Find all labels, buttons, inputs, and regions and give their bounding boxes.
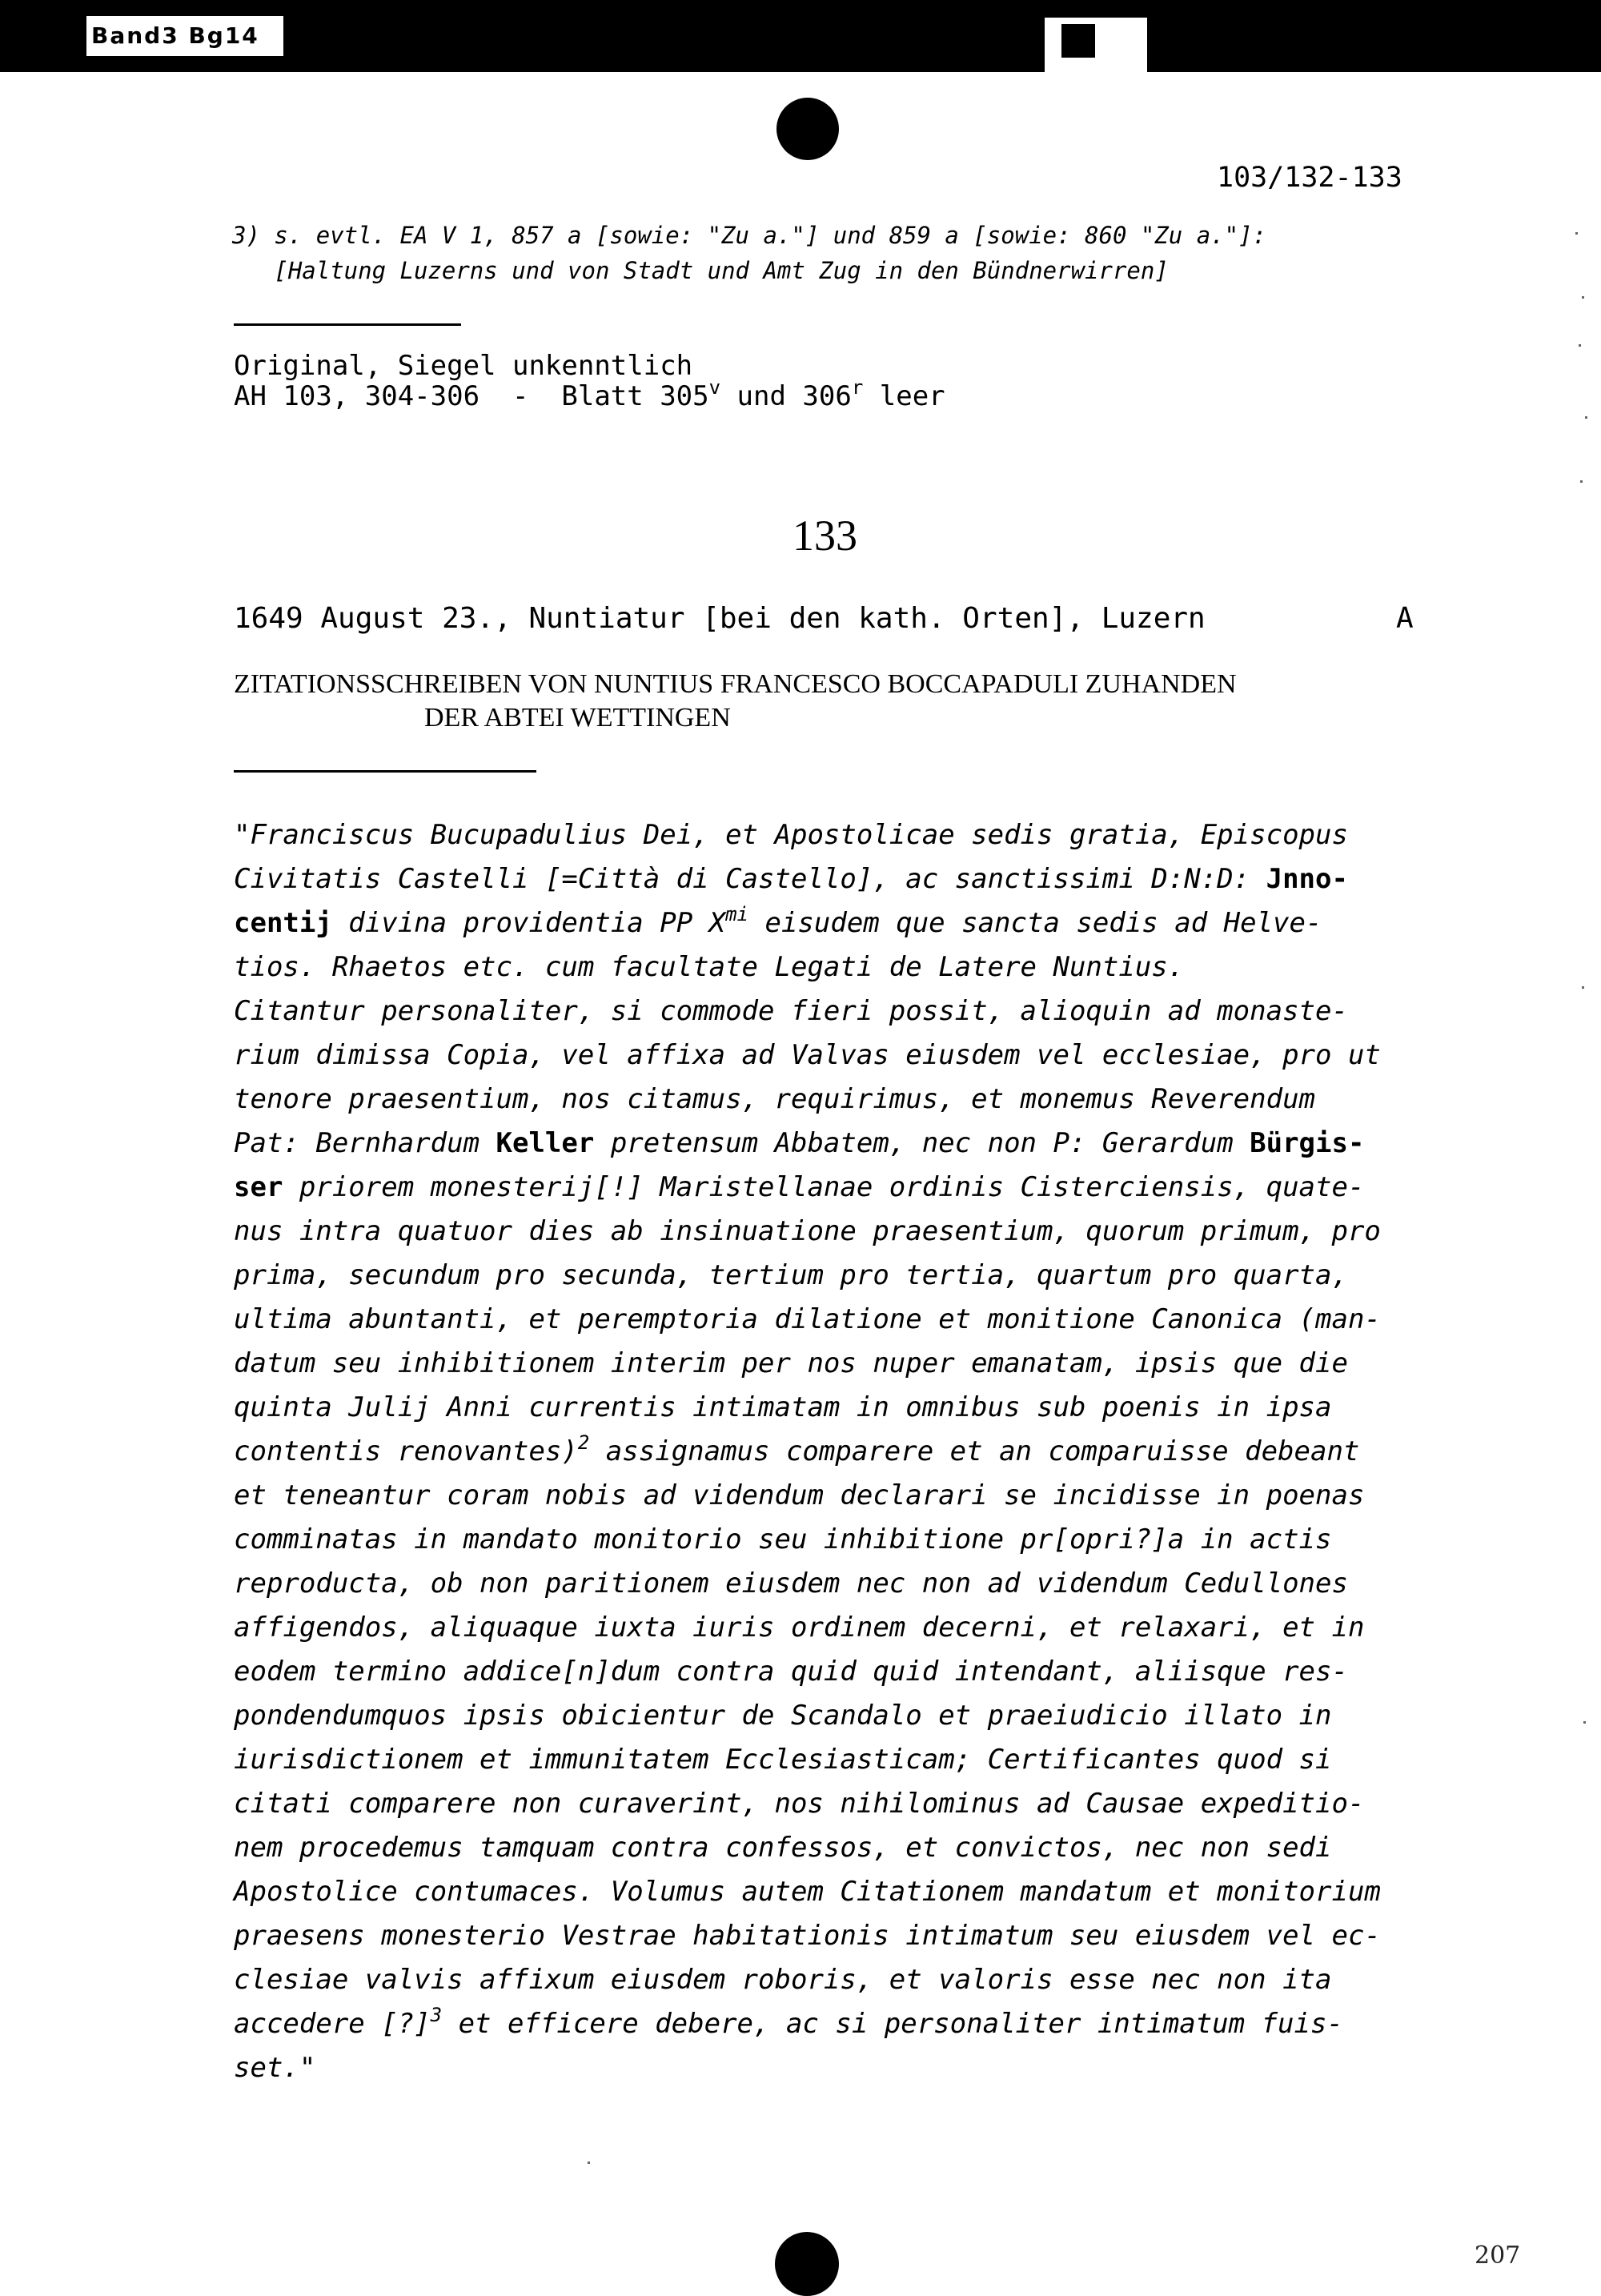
body-line: clesiae valvis affixum eiusdem roboris, et valoris esse nec non ita	[234, 1964, 1332, 1996]
title-line-1: ZITATIONSSCHREIBEN VON NUNTIUS FRANCESCO BOCCAPADULI ZUHANDEN	[234, 669, 1237, 699]
footnote-line-1: 3) s. evtl. EA V 1, 857 a [sowie: "Zu a."] und 859 a [sowie: 860 "Zu a."]:	[232, 222, 1267, 249]
body-text: priorem monesterij[!] Maristellanae ordinis Cisterciensis, quate-	[283, 1171, 1365, 1203]
body-text: assignamus comparere et an comparuisse debeant	[589, 1435, 1360, 1467]
source-archive: AH 103, 304-306 - Blatt 305	[234, 380, 709, 412]
body-line: nem procedemus tamquam contra confessos, et convictos, nec non sedi	[234, 1832, 1332, 1864]
body-line: "Franciscus Bucupadulius Dei, et Apostolicae sedis gratia, Episcopus	[234, 819, 1348, 851]
page-reference: 103/132-133	[1217, 162, 1402, 194]
body-text: Civitatis Castelli [=Città di Castello], ac sanctissimi D:N:D:	[234, 863, 1266, 895]
scan-speck	[1579, 344, 1581, 347]
scan-speck	[1583, 1721, 1586, 1724]
divider-rule	[234, 323, 461, 326]
handwritten-page-mark: 207	[1475, 2242, 1521, 2270]
scan-speck	[1582, 986, 1584, 989]
recto-mark: r	[851, 376, 864, 399]
document-number: 133	[792, 512, 857, 560]
body-line: pondendumquos ipsis obicientur de Scandalo et praeiudicio illato in	[234, 1700, 1332, 1732]
source-line-2	[234, 376, 945, 412]
punch-hole-top	[776, 98, 839, 160]
document-body	[234, 813, 1483, 2090]
punch-hole-bottom	[775, 2232, 839, 2296]
bold-name: ser	[234, 1171, 283, 1203]
scan-speck	[1585, 416, 1587, 419]
body-line: affigendos, aliquaque iuxta iuris ordinem decerni, et relaxari, et in	[234, 1612, 1365, 1644]
body-line: rium dimissa Copia, vel affixa ad Valvas eiusdem vel ecclesiae, pro ut	[234, 1039, 1381, 1071]
body-line	[234, 2002, 1483, 2046]
source-suffix: leer	[863, 380, 945, 412]
footnote-line-2: [Haltung Luzerns und von Stadt und Amt Zug in den Bündnerwirren]	[232, 257, 1169, 284]
footnote-ref: 2	[577, 1431, 590, 1454]
body-line: eodem termino addice[n]dum contra quid quid intendant, aliisque res-	[234, 1656, 1348, 1688]
bold-name: Jnno-	[1266, 863, 1348, 895]
scan-speck	[588, 2162, 590, 2164]
body-line: set."	[234, 2052, 316, 2084]
body-line: tenore praesentium, nos citamus, requirimus, et monemus Reverendum	[234, 1083, 1316, 1115]
source-line-1: Original, Siegel unkenntlich	[234, 350, 693, 382]
divider-rule-2	[234, 770, 536, 773]
verso-mark: v	[708, 376, 721, 399]
body-line: prima, secundum pro secunda, tertium pro tertia, quartum pro quarta,	[234, 1259, 1348, 1291]
body-line	[234, 901, 1483, 945]
body-line	[234, 1430, 1483, 1474]
body-line: et teneantur coram nobis ad videndum declarari se incidisse in poenas	[234, 1479, 1365, 1511]
bold-name: Bürgis-	[1250, 1127, 1365, 1159]
scan-border-top-middle	[1045, 0, 1147, 18]
scan-border-top-right	[1147, 0, 1601, 72]
body-text: divina providentia PP X	[331, 907, 726, 939]
body-line: citati comparere non curaverint, nos nihilominus ad Causae expeditio-	[234, 1788, 1365, 1820]
superscript: mi	[725, 903, 749, 925]
body-line: tios. Rhaetos etc. cum facultate Legati de Latere Nuntius.	[234, 951, 1185, 983]
document-type-letter: A	[1396, 602, 1414, 635]
body-text: et efficere debere, ac si personaliter intimatum fuis-	[442, 2008, 1343, 2040]
title-line-2: DER ABTEI WETTINGEN	[424, 703, 731, 733]
footnote-ref: 3	[430, 2004, 443, 2026]
body-line	[234, 1166, 1483, 1210]
body-line: comminatas in mandato monitorio seu inhibitione pr[opri?]a in actis	[234, 1523, 1332, 1555]
body-line: reproducta, ob non paritionem eiusdem nec non ad videndum Cedullones	[234, 1567, 1348, 1600]
body-line: Citantur personaliter, si commode fieri possit, alioquin ad monaste-	[234, 995, 1348, 1027]
body-line: praesens monesterio Vestrae habitationis intimatum seu eiusdem vel ec-	[234, 1920, 1381, 1952]
body-line: ultima abuntanti, et peremptoria dilatione et monitione Canonica (man-	[234, 1303, 1381, 1335]
body-line: datum seu inhibitionem interim per nos nuper emanatam, ipsis que die	[234, 1347, 1348, 1379]
scan-speck	[1582, 296, 1584, 299]
document-title	[234, 668, 1237, 735]
body-line: iurisdictionem et immunitatem Ecclesiasticam; Certificantes quod si	[234, 1744, 1332, 1776]
body-text: contentis renovantes)	[234, 1435, 578, 1467]
body-text: eisudem que sancta sedis ad Helve-	[748, 907, 1322, 939]
body-line	[234, 1122, 1483, 1166]
body-line: quinta Julij Anni currentis intimatam in omnibus sub poenis in ipsa	[234, 1391, 1332, 1423]
registration-mark	[1061, 24, 1095, 58]
band-label: Band3 Bg14	[86, 16, 283, 56]
scan-speck	[1575, 232, 1578, 235]
body-line: nus intra quatuor dies ab insinuatione praesentium, quorum primum, pro	[234, 1215, 1381, 1247]
bold-name: centij	[234, 907, 332, 939]
body-text: accedere [?]	[234, 2008, 431, 2040]
source-note	[234, 351, 945, 411]
scan-speck	[1580, 480, 1583, 483]
body-text: Pat: Bernhardum	[234, 1127, 496, 1159]
body-line	[234, 857, 1483, 901]
bold-name: Keller	[496, 1127, 595, 1159]
body-line: Apostolice contumaces. Volumus autem Citationem mandatum et monitorium	[234, 1876, 1381, 1908]
footnote-3	[232, 218, 1266, 288]
source-mid: und 306	[720, 380, 852, 412]
body-text: pretensum Abbatem, nec non P: Gerardum	[594, 1127, 1250, 1159]
document-date-place: 1649 August 23., Nuntiatur [bei den kath. Orten], Luzern	[234, 602, 1206, 635]
